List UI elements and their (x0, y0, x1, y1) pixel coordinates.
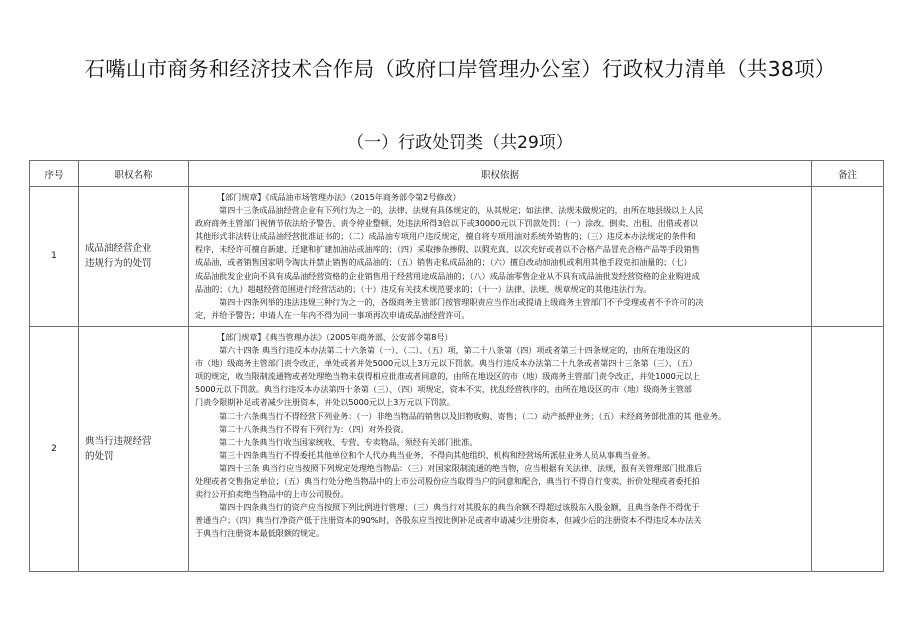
table-row (30, 187, 884, 327)
power-name-cell (79, 187, 189, 327)
legal-basis-cell (189, 326, 812, 571)
basis-text-line: 第四十三条 典当行应当按照下列规定处理绝当物品：（三）对国家限制流通的绝当物，应当根据有关法律、法规，报有关管理部门批准后 (219, 462, 702, 473)
column-header-number: 序号 (30, 161, 79, 187)
basis-text-line: 品油的；（九）超越经营范围进行经营活动的；（十）违反有关技术规范要求的；（十一）法律、法规、规章规定的其他违法行为。 (195, 283, 652, 294)
basis-text-line: 项的规定，收当限制流通物或者处理绝当物未获得相应批准或者同意的，由所在地设区的市（地）级商务主管部门责令改正，并处1000元以上 (195, 371, 700, 382)
power-name-line: 的处罚 (85, 450, 114, 462)
basis-text-line: 第四十四条典当行的资产应当按照下列比例进行管理：（三）典当行对其股东的典当余额不得超过该股东入股金额，且典当条件不得优于 (219, 502, 700, 513)
basis-text-line: 程序，未经许可擅自新建、迁建和扩建加油站或油库的；（四）采取掺杂掺假、以假充真、以次充好或者以不合格产品冒充合格产品等手段销售 (195, 244, 700, 255)
remarks-cell (812, 187, 884, 327)
legal-basis-cell (189, 187, 812, 327)
basis-text-line: 市（地）级商务主管部门责令改正，单处或者并处5000元以上3万元以下罚款。典当行违反本办法第二十九条或者第四十三条第（三）、（五） (195, 358, 697, 369)
table-header-row (30, 161, 884, 187)
basis-text-line: 第二十八条典当行不得有下列行为：（四）对外投资。 (219, 423, 409, 434)
regulation-heading: 【部门规章】《成品油市场管理办法》（2015年商务部令第2号修改） (217, 192, 461, 202)
power-name-cell (79, 326, 189, 571)
column-header-remarks: 备注 (812, 161, 884, 187)
basis-text-line: 第六十四条 典当行违反本办法第二十六条第（一）、（二）、（五）项，第二十八条第（四）项或者第三十四条规定的，由所在地设区的 (219, 345, 690, 356)
basis-text-line: 成品油，或者销售国家明令淘汰并禁止销售的成品油的；（五）销售走私成品油的；（六）擅自改动加油机或利用其他手段克扣油量的；（七） (195, 257, 692, 268)
remarks-cell (812, 326, 884, 571)
column-header-power-name: 职权名称 (79, 161, 189, 187)
power-name-line: 成品油经营企业 (85, 243, 152, 255)
basis-text-line: 其他形式非法转让成品油经营批准证书的；（二）成品油专项用户违反规定，擅自将专项用油对系统外销售的；（三）违反本办法规定的条件和 (195, 231, 696, 242)
basis-text-line: 第三十四条典当行不得委托其他单位和个人代办典当业务，不得向其他组织、机构和经营场所派驻业务人员从事典当业务。 (219, 449, 656, 460)
basis-text-line: 成品油批发企业向不具有成品油经营资格的企业销售用于经营用途成品油的；（八）成品油零售企业从不具有成品油批发经营资格的企业购进成 (195, 270, 700, 281)
basis-text-line: 第四十四条列举的违法违规三种行为之一的，各级商务主管部门按管理职责应当作出或提请上级商务主管部门不予受理或者不予许可的决 (219, 296, 704, 307)
basis-text-line: 第二十六条典当行不得经营下列业务：（一）非绝当物品的销售以及旧物收购、寄售；（二）动产抵押业务；（五）未经商务部批准的其 他业务。 (219, 410, 727, 421)
power-name-line: 典当行违规经营 (85, 435, 152, 447)
basis-text-line: 5000元以下罚款。典当行违反本办法第四十条第（三）、（四）项规定，资本不实，扰乱经营秩序的，由所在地设区的市（地）级商务主管部 (195, 384, 692, 395)
regulation-heading: 【部门规章】《典当管理办法》（2005年商务部、公安部令第8号） (217, 331, 453, 342)
row-number: 1 (30, 187, 79, 327)
basis-text-line: 普通当户；（四）典当行净资产低于注册资本的90%时，各股东应当按比例补足或者申请减少注册资本，但减少后的注册资本不得违反本办法关 (195, 515, 702, 526)
basis-text-line: 政府商务主管部门视情节依法给予警告、责令停业整顿、处违法所得3倍以下或30000元以下罚款处罚：（一）涂改、倒卖、出租、出借或者以 (195, 218, 699, 229)
page-title: 石嘴山市商务和经济技术合作局（政府口岸管理办公室）行政权力清单（共38项） (84, 57, 836, 81)
basis-text-line: 门责令限期补足或者减少注册资本，并处以5000元以上3万元以下罚款。 (195, 397, 455, 408)
power-name-line: 违规行为的处罚 (85, 258, 152, 270)
basis-text-line: 第四十三条成品油经营企业有下列行为之一的，法律、法规有具体规定的，从其规定；如法律、法规未做规定的，由所在地县级以上人民 (219, 205, 704, 216)
row-number: 2 (30, 326, 79, 571)
basis-text-line: 于典当行注册资本最低限额的规定。 (195, 528, 325, 539)
table-row (30, 326, 884, 571)
basis-text-line: 处理或者交售指定单位；（五）典当行处分绝当物品中的上市公司股份应当取得当户的同意和配合，典当行不得自行变卖、折价处理或者委托拍 (195, 475, 700, 486)
section-title: （一）行政处罚类（共29项） (347, 133, 573, 153)
column-header-legal-basis: 职权依据 (189, 161, 812, 187)
power-list-table (29, 160, 884, 572)
basis-text-line: 第二十九条典当行收当国家统收、专营、专卖物品，须经有关部门批准。 (219, 436, 478, 447)
basis-text-line: 卖行公开拍卖绝当物品中的上市公司股份。 (195, 489, 349, 500)
basis-text-line: 定，并给予警告；申请人在一年内不得为同一事项再次申请成品油经营许可。 (195, 309, 470, 320)
